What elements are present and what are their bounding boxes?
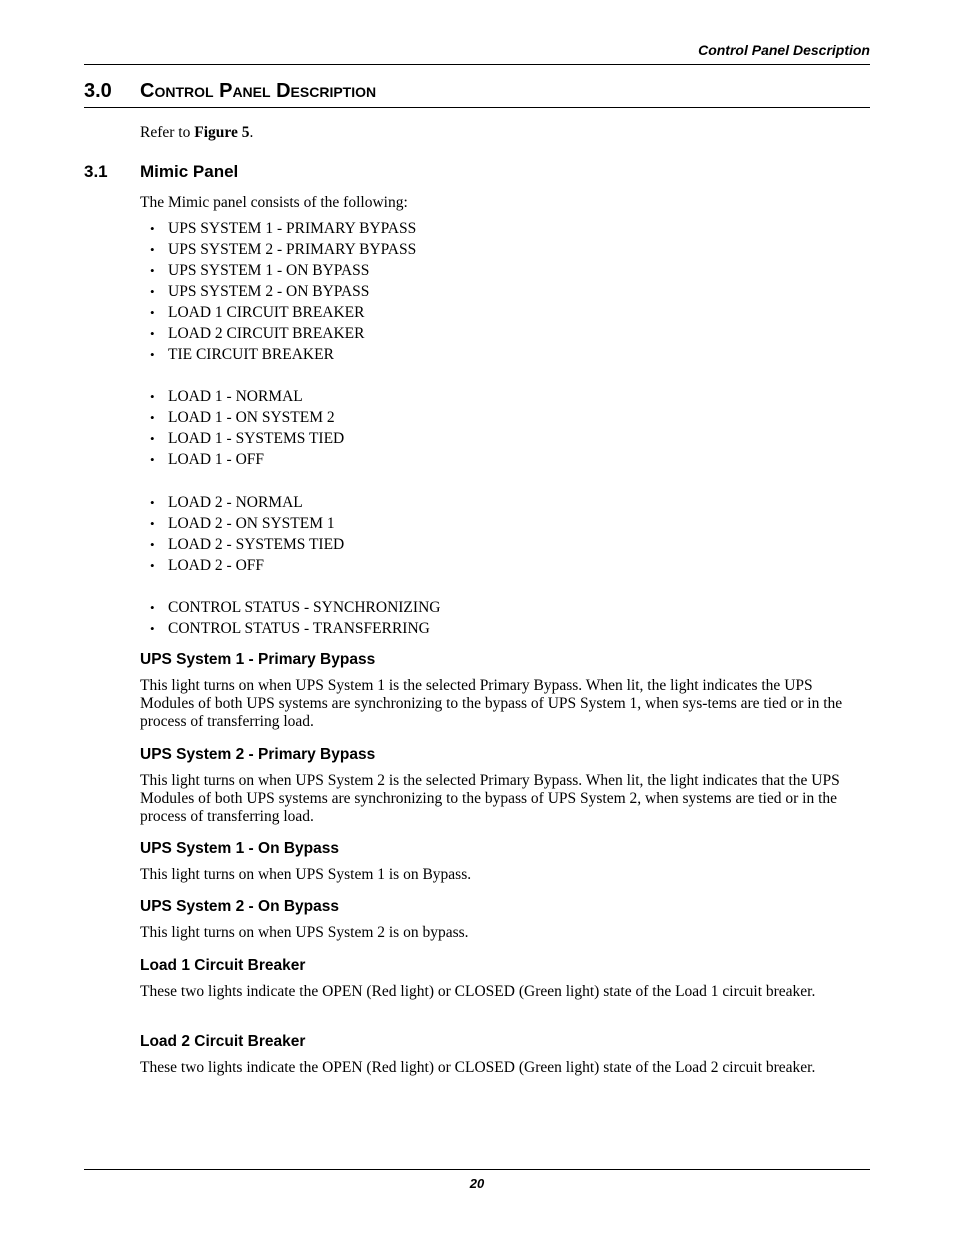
bullet-list-indicators bbox=[150, 218, 416, 365]
list-item: • UPS SYSTEM 1 - PRIMARY BYPASS bbox=[150, 220, 417, 237]
description-block bbox=[140, 839, 870, 884]
bullet-list-load2 bbox=[150, 492, 344, 576]
description-text: These two lights indicate the OPEN (Red light) or CLOSED (Green light) state of the Load 2 circuit breaker. bbox=[140, 1059, 816, 1076]
section-title: Control Panel Description bbox=[140, 80, 377, 102]
page-number: 20 bbox=[469, 1176, 485, 1191]
subsection-heading bbox=[84, 162, 238, 182]
list-item: • LOAD 1 - SYSTEMS TIED bbox=[150, 430, 345, 447]
list-item: • LOAD 2 CIRCUIT BREAKER bbox=[150, 325, 365, 342]
description-heading: Load 1 Circuit Breaker bbox=[140, 957, 306, 974]
bullet-list-load1 bbox=[150, 386, 344, 470]
description-text: This light turns on when UPS System 2 is the selected Primary Bypass. When lit, the light indicates that the UPS Modules of both UPS systems are synchronizing to the bypass of UPS System 2, when systems are tied or in the process of transferring load. bbox=[140, 772, 840, 825]
footer-rule bbox=[84, 1169, 870, 1170]
list-item: • LOAD 1 - ON SYSTEM 2 bbox=[150, 409, 335, 426]
description-block bbox=[140, 650, 870, 731]
section-heading bbox=[84, 78, 376, 104]
list-item: • UPS SYSTEM 2 - PRIMARY BYPASS bbox=[150, 241, 417, 258]
list-item: • CONTROL STATUS - SYNCHRONIZING bbox=[150, 599, 441, 616]
intro-paragraph bbox=[140, 124, 870, 142]
list-item: • UPS SYSTEM 1 - ON BYPASS bbox=[150, 262, 370, 279]
intro-prefix: Refer to bbox=[140, 124, 195, 141]
section-rule bbox=[84, 107, 870, 108]
description-text: This light turns on when UPS System 2 is on bypass. bbox=[140, 924, 469, 941]
description-heading: UPS System 2 - On Bypass bbox=[140, 898, 339, 915]
mimic-intro-paragraph: The Mimic panel consists of the following: bbox=[140, 194, 408, 211]
list-item: • CONTROL STATUS - TRANSFERRING bbox=[150, 620, 430, 637]
description-block bbox=[140, 897, 870, 942]
subsection-title: Mimic Panel bbox=[140, 162, 239, 181]
description-heading: UPS System 1 - On Bypass bbox=[140, 840, 339, 857]
description-block bbox=[140, 1032, 870, 1077]
description-block bbox=[140, 745, 870, 826]
figure-reference[interactable]: Figure 5 bbox=[194, 124, 250, 141]
description-block bbox=[140, 956, 870, 1001]
list-item: • UPS SYSTEM 2 - ON BYPASS bbox=[150, 283, 370, 300]
list-item: • LOAD 2 - NORMAL bbox=[150, 494, 303, 511]
list-item: • LOAD 2 - OFF bbox=[150, 557, 265, 574]
description-heading: UPS System 2 - Primary Bypass bbox=[140, 746, 376, 763]
description-heading: Load 2 Circuit Breaker bbox=[140, 1033, 306, 1050]
description-text: This light turns on when UPS System 1 is the selected Primary Bypass. When lit, the light indicates the UPS Modules of both UPS systems are synchronizing to the bypass of UPS System 1, when sys-tems are tied or in the process of transferring load. bbox=[140, 677, 843, 730]
list-item: • TIE CIRCUIT BREAKER bbox=[150, 346, 334, 363]
intro-suffix: . bbox=[249, 124, 254, 141]
description-text: This light turns on when UPS System 1 is on Bypass. bbox=[140, 866, 472, 883]
list-item: • LOAD 1 CIRCUIT BREAKER bbox=[150, 304, 365, 321]
running-header: Control Panel Description bbox=[698, 42, 870, 58]
list-item: • LOAD 2 - ON SYSTEM 1 bbox=[150, 515, 335, 532]
list-item: • LOAD 1 - OFF bbox=[150, 451, 265, 468]
bullet-list-control-status bbox=[150, 597, 440, 639]
section-number: 3.0 bbox=[84, 80, 112, 102]
header-rule bbox=[84, 64, 870, 65]
description-text: These two lights indicate the OPEN (Red light) or CLOSED (Green light) state of the Load 1 circuit breaker. bbox=[140, 983, 816, 1000]
list-item: • LOAD 2 - SYSTEMS TIED bbox=[150, 536, 345, 553]
subsection-number: 3.1 bbox=[84, 162, 108, 181]
list-item: • LOAD 1 - NORMAL bbox=[150, 388, 303, 405]
description-heading: UPS System 1 - Primary Bypass bbox=[140, 651, 376, 668]
